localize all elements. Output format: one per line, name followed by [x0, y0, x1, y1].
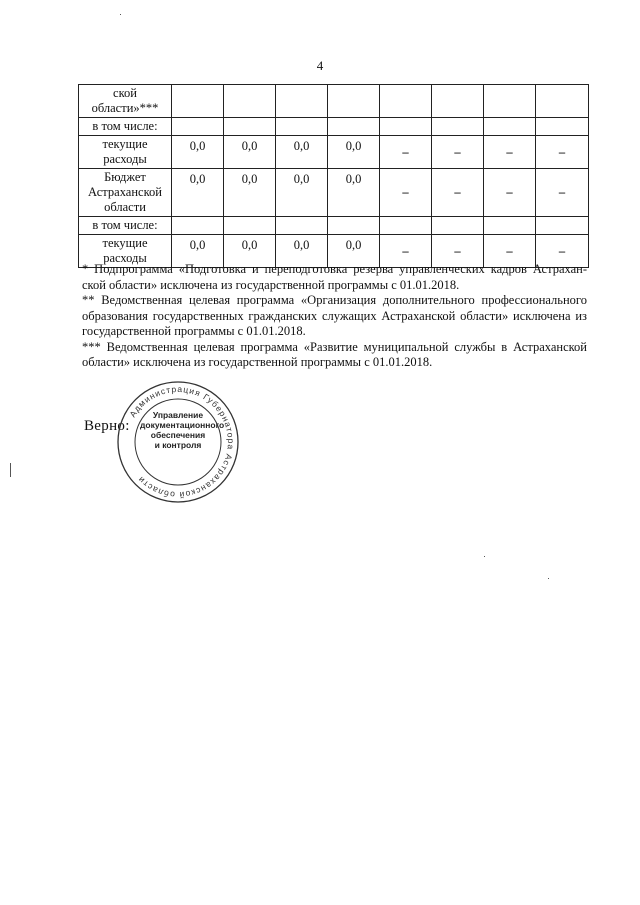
scan-speck — [548, 578, 549, 579]
table-cell — [276, 118, 328, 136]
table-cell: – — [536, 235, 589, 268]
table-cell — [224, 217, 276, 235]
table-cell — [536, 85, 589, 118]
table-cell: 0,0 — [172, 235, 224, 268]
table-cell: 0,0 — [224, 169, 276, 217]
table-cell: – — [484, 235, 536, 268]
table-cell: 0,0 — [276, 169, 328, 217]
table-row — [79, 118, 589, 136]
table-cell: – — [432, 169, 484, 217]
page-number: 4 — [316, 58, 324, 73]
table-cell — [224, 118, 276, 136]
table-row — [79, 136, 589, 169]
table-cell — [328, 85, 380, 118]
table-cell: – — [536, 136, 589, 169]
stamp-ring-text: Администрация Губернатора Астраханской области — [127, 383, 237, 501]
table-cell — [432, 118, 484, 136]
row-label: текущие расходы — [79, 136, 172, 169]
table-cell — [380, 85, 432, 118]
table-cell — [380, 217, 432, 235]
row-label: текущие расходы — [79, 235, 172, 268]
scan-speck — [484, 556, 485, 557]
table-row — [79, 217, 589, 235]
row-label: ской области»*** — [79, 85, 172, 118]
table-cell — [432, 217, 484, 235]
table-cell — [328, 118, 380, 136]
row-label: в том числе: — [79, 118, 172, 136]
footnote-2: ** Ведомственная целевая программа «Организация дополнительного профессионального образования государственных гражданских служащих Астраханской области» исключена из государственной программы с 01.01.2018. — [82, 293, 587, 338]
stamp-line: и контроля — [154, 440, 202, 450]
stamp-line: документационного — [140, 420, 225, 430]
table-cell — [536, 118, 589, 136]
table-cell: – — [380, 235, 432, 268]
table-cell — [484, 118, 536, 136]
table-cell — [484, 217, 536, 235]
table-cell: – — [484, 136, 536, 169]
table-cell: – — [432, 235, 484, 268]
scan-speck — [10, 463, 11, 477]
table-cell — [224, 85, 276, 118]
footnote-1: * Подпрограмма «Подготовка и переподготовка резерва управленческих кадров Астрахан-ской области» исключена из государственной программы с 01.01.2018. — [82, 262, 587, 292]
table-cell: – — [484, 169, 536, 217]
table-cell — [172, 85, 224, 118]
table-cell: 0,0 — [172, 136, 224, 169]
row-label: в том числе: — [79, 217, 172, 235]
table-cell: 0,0 — [276, 136, 328, 169]
table-cell: – — [432, 136, 484, 169]
footnote-3: *** Ведомственная целевая программа «Развитие муниципальной службы в Астраханской области» исключена из государственной программы с 01.01.2018. — [82, 339, 587, 369]
table-cell: 0,0 — [224, 136, 276, 169]
table-cell — [172, 118, 224, 136]
table-row — [79, 85, 589, 118]
stamp-center-text — [140, 410, 225, 450]
table-cell — [484, 85, 536, 118]
table-row — [79, 169, 589, 217]
stamp-line: обеспечения — [150, 430, 206, 440]
table-cell: 0,0 — [276, 235, 328, 268]
table-cell — [276, 85, 328, 118]
table-cell: 0,0 — [328, 235, 380, 268]
verno-label: Верно: — [84, 418, 130, 434]
row-label: Бюджет Астраханской области — [79, 169, 172, 217]
table-cell: 0,0 — [172, 169, 224, 217]
table-cell — [172, 217, 224, 235]
table-cell — [328, 217, 380, 235]
footnotes — [82, 262, 587, 371]
table-cell: – — [380, 169, 432, 217]
table-cell: – — [536, 169, 589, 217]
table-cell — [536, 217, 589, 235]
table-cell — [380, 118, 432, 136]
table-cell — [432, 85, 484, 118]
budget-table — [78, 84, 589, 268]
table-cell: 0,0 — [224, 235, 276, 268]
stamp-line: Управление — [152, 410, 204, 420]
table-cell — [276, 217, 328, 235]
table-cell: – — [380, 136, 432, 169]
table-cell: 0,0 — [328, 169, 380, 217]
scan-speck — [120, 14, 121, 15]
table-cell: 0,0 — [328, 136, 380, 169]
